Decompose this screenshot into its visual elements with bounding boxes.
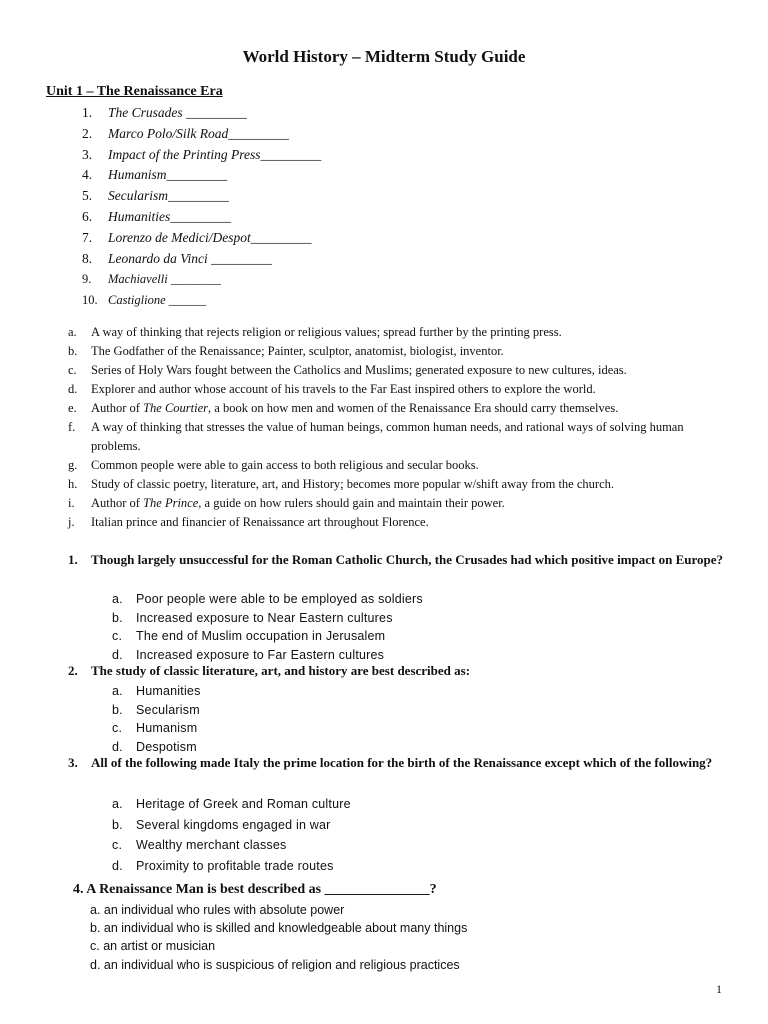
option-text: Humanism (136, 721, 198, 736)
term-number: 5. (82, 188, 93, 204)
definition-text: A way of thinking that stresses the value of human beings, common human needs, and rational ways of solving human problems. (91, 420, 684, 453)
definition-item (68, 494, 728, 513)
question-4: 4. A Renaissance Man is best described as _______________? (73, 882, 437, 897)
definition-text: , a guide on how rulers should gain and maintain their power. (198, 496, 505, 510)
answer-option (112, 701, 201, 720)
question-2 (68, 661, 728, 681)
option-letter: a. (112, 592, 123, 606)
option-letter: d. (112, 858, 123, 873)
term-item (82, 124, 321, 145)
option-text: Secularism (136, 702, 200, 717)
term-item (82, 145, 321, 166)
definition-item (68, 399, 728, 418)
definition-text: Author of (91, 401, 144, 415)
definition-text: Italian prince and financier of Renaissance art throughout Florence. (91, 515, 429, 529)
question-1 (68, 550, 728, 570)
question-3 (68, 753, 728, 773)
term-text: The Crusades _________ (108, 105, 247, 120)
term-item (82, 165, 321, 186)
option-letter: c. (112, 838, 123, 852)
definition-item (68, 342, 728, 361)
definition-letter: e. (68, 401, 77, 415)
definition-letter: j. (68, 515, 75, 529)
definition-letter: a. (68, 325, 77, 339)
option-text: Poor people were able to be employed as soldiers (136, 592, 423, 606)
definition-item (68, 323, 728, 342)
option-letter: d. (112, 647, 123, 662)
option-letter: b. (112, 702, 123, 717)
question-3-options (112, 794, 351, 876)
definition-text: Study of classic poetry, literature, art, and History; becomes more popular w/shift away from the church. (91, 477, 614, 491)
definition-text: Common people were able to gain access to both religious and secular books. (91, 458, 479, 472)
term-number: 7. (82, 229, 93, 245)
term-text: Leonardo da Vinci _________ (108, 250, 272, 266)
answer-option (112, 856, 351, 877)
term-item (82, 228, 321, 249)
answer-option (112, 609, 423, 628)
option-letter: a. (112, 797, 123, 811)
definition-letter: f. (68, 420, 76, 434)
option-letter: c. (112, 721, 123, 736)
option-letter: d. (112, 739, 123, 754)
term-text: Marco Polo/Silk Road_________ (108, 125, 289, 141)
option-text: Increased exposure to Near Eastern cultures (136, 610, 393, 625)
definition-item (68, 475, 728, 494)
answer-option: b. an individual who is skilled and knowledgeable about many things (90, 921, 468, 936)
question-number: 1. (68, 552, 78, 567)
answer-option (112, 815, 351, 836)
term-number: 1. (82, 105, 93, 120)
term-number: 6. (82, 208, 93, 224)
term-item (82, 186, 321, 207)
question-text: The study of classic literature, art, and history are best described as: (91, 663, 471, 678)
term-number: 10. (82, 293, 98, 308)
definitions-list (68, 323, 728, 532)
option-letter: b. (112, 817, 123, 832)
term-number: 4. (82, 167, 93, 183)
question-1-options (112, 590, 423, 664)
term-number: 9. (82, 272, 92, 287)
term-text: Lorenzo de Medici/Despot_________ (108, 229, 312, 245)
question-text: All of the following made Italy the prime location for the birth of the Renaissance except which of the following? (91, 755, 713, 770)
term-text: Humanities_________ (108, 208, 231, 224)
page-number: 1 (716, 982, 722, 996)
definition-text: Author of (91, 496, 144, 510)
term-item (82, 249, 321, 270)
option-letter: c. (112, 629, 123, 644)
term-text: Humanism_________ (108, 167, 228, 183)
question-number: 3. (68, 755, 78, 770)
option-letter: a. (112, 684, 123, 698)
unit-heading: Unit 1 – The Renaissance Era (46, 84, 223, 99)
term-text: Machiavelli ________ (108, 272, 221, 287)
option-text: Heritage of Greek and Roman culture (136, 797, 351, 811)
question-4-options (90, 901, 467, 974)
term-number: 2. (82, 125, 93, 141)
definition-text: A way of thinking that rejects religion or religious values; spread further by the printing press. (91, 325, 562, 339)
terms-list (82, 103, 321, 311)
definition-item (68, 361, 728, 380)
question-number: 2. (68, 663, 78, 678)
definition-letter: h. (68, 477, 78, 491)
answer-option: a. an individual who rules with absolute power (90, 903, 345, 917)
page-title: World History – Midterm Study Guide (242, 47, 526, 66)
answer-option: c. an artist or musician (90, 939, 216, 954)
term-text: Castiglione ______ (108, 293, 207, 308)
definition-letter: d. (68, 382, 78, 396)
definition-text: , a book on how men and women of the Renaissance Era should carry themselves. (208, 401, 619, 415)
definition-letter: g. (68, 458, 78, 472)
definition-item (68, 513, 728, 532)
question-2-options (112, 682, 201, 756)
option-text: Humanities (136, 684, 201, 698)
option-letter: b. (112, 610, 123, 625)
definition-letter: b. (68, 344, 78, 358)
option-text: Despotism (136, 739, 197, 754)
question-text: Though largely unsuccessful for the Roman Catholic Church, the Crusades had which positive impact on Europe? (91, 552, 724, 567)
term-number: 8. (82, 250, 93, 266)
term-item (82, 207, 321, 228)
term-number: 3. (82, 146, 93, 162)
term-item (82, 103, 321, 124)
term-text: Impact of the Printing Press_________ (108, 146, 322, 162)
definition-letter: c. (68, 363, 77, 377)
answer-option (112, 627, 423, 646)
definition-text: Explorer and author whose account of his travels to the Far East inspired others to explore the world. (91, 382, 596, 396)
definition-text: The Godfather of the Renaissance; Painter, sculptor, anatomist, biologist, inventor. (91, 344, 504, 358)
definition-item (68, 418, 728, 456)
option-text: Wealthy merchant classes (136, 838, 287, 852)
option-text: Increased exposure to Far Eastern cultures (136, 647, 385, 662)
answer-option (112, 835, 351, 856)
term-text: Secularism_________ (108, 188, 229, 204)
option-text: The end of Muslim occupation in Jerusalem (136, 629, 386, 644)
answer-option (112, 682, 201, 701)
option-text: Proximity to profitable trade routes (136, 858, 334, 873)
book-title: The Courtier (143, 401, 209, 415)
answer-option (112, 794, 351, 815)
definition-item (68, 456, 728, 475)
answer-option (112, 590, 423, 609)
term-item (82, 269, 321, 290)
answer-option (112, 719, 201, 738)
definition-letter: i. (68, 496, 75, 510)
definition-item (68, 380, 728, 399)
book-title: The Prince (143, 496, 199, 510)
answer-option: d. an individual who is suspicious of religion and religious practices (90, 957, 460, 972)
option-text: Several kingdoms engaged in war (136, 817, 331, 832)
term-item (82, 290, 321, 311)
definition-text: Series of Holy Wars fought between the Catholics and Muslims; generated exposure to new cultures, ideas. (91, 363, 627, 377)
